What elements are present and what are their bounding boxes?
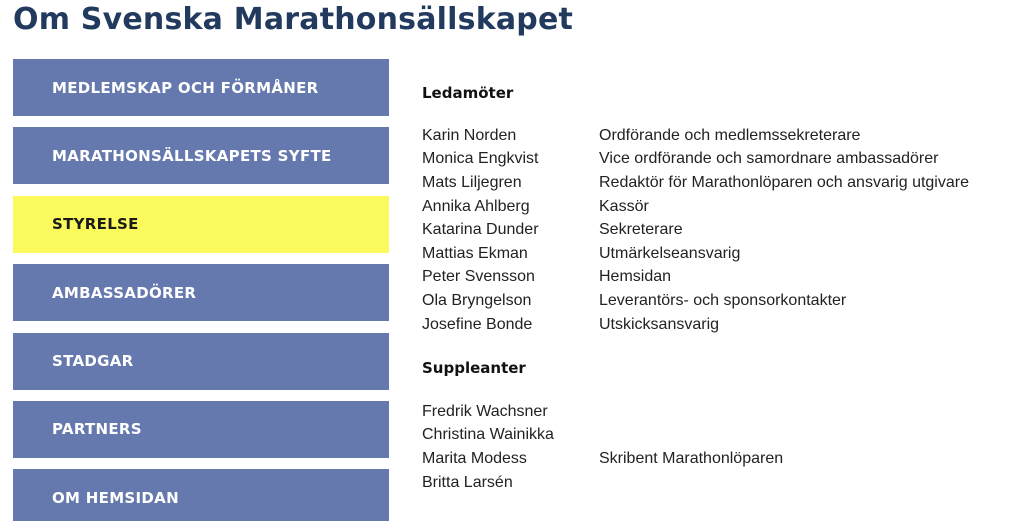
member-role: Vice ordförande och samordnare ambassadörer: [599, 150, 939, 168]
member-name: Peter Svensson: [422, 268, 535, 286]
member-role: Leverantörs- och sponsorkontakter: [599, 291, 847, 309]
member-name: Monica Engkvist: [422, 150, 539, 168]
sidebar-item-stadgar[interactable]: STADGAR: [13, 333, 389, 390]
member-role: Kassör: [599, 197, 649, 215]
member-role: Redaktör för Marathonlöparen och ansvarig utgivare: [599, 173, 969, 191]
list-item: [422, 148, 1022, 172]
member-role: Utskicksansvarig: [599, 315, 720, 333]
deputy-name: Marita Modess: [422, 449, 527, 467]
list-item: [422, 124, 1022, 148]
member-role: Sekreterare: [599, 221, 683, 239]
list-item: [422, 242, 1022, 266]
list-item: [422, 313, 1022, 337]
member-role: Utmärkelseansvarig: [599, 244, 741, 262]
sidebar-item-medlemskap[interactable]: MEDLEMSKAP OCH FÖRMÅNER: [13, 59, 389, 116]
member-name: Karin Norden: [422, 126, 517, 144]
sidebar-item-om-hemsidan[interactable]: OM HEMSIDAN: [13, 469, 389, 521]
deputy-name: Fredrik Wachsner: [422, 402, 548, 420]
deputies-heading: Suppleanter: [422, 359, 526, 377]
members-heading: Ledamöter: [422, 84, 514, 102]
member-name: Josefine Bonde: [422, 315, 533, 333]
list-item: [422, 171, 1022, 195]
list-item: [422, 218, 1022, 242]
list-item: [422, 195, 1022, 219]
list-item: [422, 266, 1022, 290]
member-role: Ordförande och medlemssekreterare: [599, 126, 861, 144]
member-name: Katarina Dunder: [422, 221, 539, 239]
list-item: [422, 471, 1022, 495]
sidebar-item-syfte[interactable]: MARATHONSÄLLSKAPETS SYFTE: [13, 127, 389, 184]
deputies-list: [422, 400, 1022, 494]
member-role: Hemsidan: [599, 268, 672, 286]
sidebar-item-ambassadorer[interactable]: AMBASSADÖRER: [13, 264, 389, 321]
sidebar-nav: [13, 59, 389, 521]
list-item: [422, 400, 1022, 424]
sidebar-item-styrelse[interactable]: STYRELSE: [13, 196, 389, 253]
deputy-name: Christina Wainikka: [422, 426, 554, 444]
member-name: Ola Bryngelson: [422, 291, 532, 309]
page-title: Om Svenska Marathonsällskapet: [13, 2, 574, 37]
deputy-role: Skribent Marathonlöparen: [599, 449, 784, 467]
list-item: [422, 447, 1022, 471]
sidebar-item-partners[interactable]: PARTNERS: [13, 401, 389, 458]
member-name: Mattias Ekman: [422, 244, 528, 262]
member-name: Mats Liljegren: [422, 173, 522, 191]
list-item: [422, 424, 1022, 448]
deputy-name: Britta Larsén: [422, 473, 513, 491]
members-list: [422, 124, 1022, 336]
list-item: [422, 289, 1022, 313]
member-name: Annika Ahlberg: [422, 197, 530, 215]
